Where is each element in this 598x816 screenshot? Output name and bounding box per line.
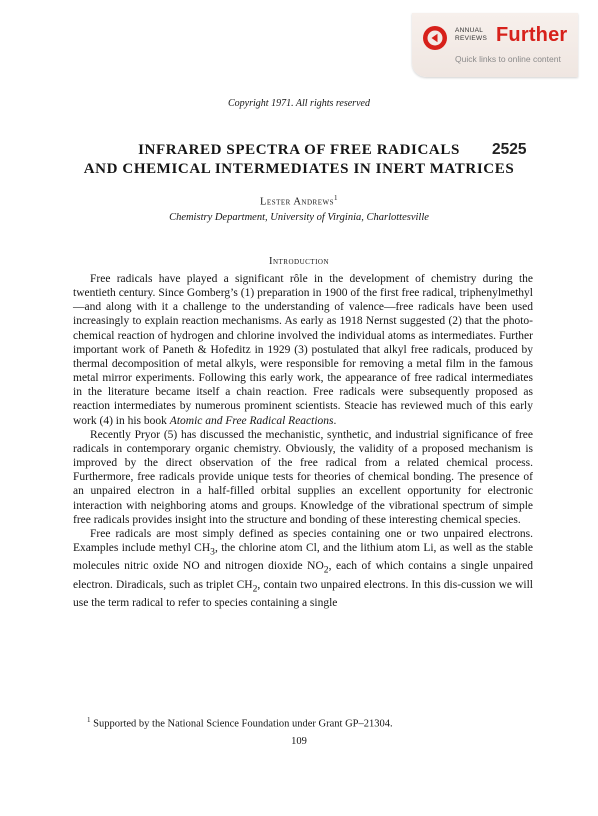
paragraph-1-text: Free radicals have played a significant rôle in the development of chemistry during the twentieth century. Since Gomberg’s (1) preparation in 1900 of the first free radical, triphenylmethyl—and along with it a challenge to the understanding of valence—free radicals have been used increasingly to explain reaction mechanisms. As early as 1918 Nernst suggested (2) that the photo-chemical reaction of hydrogen and chlorine involved the individual atoms as intermediates. Further important work of Paneth & Hofeditz in 1929 (3) postulated that alkyl free radicals, produced by thermal decomposition of metal alkyls, were responsible for removing a metal film in the famous metal mirror experiments. Following this early work, the appearance of free radical intermediates in the literature became itself a chain reaction. Free radicals were subsequently proposed as reaction intermediates by numerous prominent scientists. Steacie has reviewed much of this early work (4) in his book — [73, 273, 533, 427]
ch2-subscript: 2 — [252, 583, 258, 595]
section-heading-introduction: Introduction — [268, 256, 330, 267]
footnote-text: Supported by the National Science Foundation under Grant GP–21304. — [90, 718, 393, 730]
paragraph-3 — [73, 527, 533, 611]
badge-reviews-text: REVIEWS — [455, 35, 488, 42]
no2-subscript: 2 — [323, 564, 329, 576]
ch3-subscript: 3 — [210, 546, 215, 558]
annual-reviews-logo-icon — [422, 25, 448, 51]
author-affiliation: Chemistry Department, University of Virginia, Charlottesville — [169, 212, 429, 223]
paragraph-3-part-c: , each of which contains a single unpaired electron. Diradicals, such as triplet CH — [73, 560, 533, 591]
author-name — [0, 194, 598, 208]
article-title-line-2: AND CHEMICAL INTERMEDIATES IN INERT MATRICES — [83, 161, 515, 177]
author-name-text: Lester Andrews — [260, 196, 334, 208]
annual-reviews-further-badge[interactable] — [412, 13, 578, 77]
paragraph-1: Free radicals have played a significant rôle in the development of chemistry during the twentieth century. Since Gomberg’s (1) preparation in 1900 of the first free radical, triphenylmethyl—and along with it a challenge to the understanding of valence—free radicals have been used increasingly to explain reaction mechanisms. As early as 1918 Nernst suggested (2) that the photo-chemical reaction of hydrogen and chlorine involved the individual atoms as intermediates. Further important work of Paneth & Hofeditz in 1929 (3) postulated that alkyl free radicals, produced by thermal decomposition of metal alkyls, were responsible for removing a metal film in the famous metal mirror experiments. Following this early work, the appearance of free radical intermediates in the literature became itself a chain reaction. Free radicals were subsequently proposed as reaction intermediates by numerous prominent scientists. Steacie has reviewed much of this early work (4) in his book Atomic and Free Radical Reactions. — [73, 273, 533, 427]
footnote — [87, 716, 393, 730]
paragraph-2: Recently Pryor (5) has discussed the mechanistic, synthetic, and industrial significance of free radicals in contemporary organic chemistry. Obviously, the validity of a proposed mechanism is improved by the direct observation of the free radical from a related chemical process. Furthermore, free radicals provide unique tests for theories of chemical bonding. The presence of an unpaired electron in a half-filled orbital supplies an excellent opportunity for electronic interaction with neighboring atoms and groups. Knowledge of the vibrational spectrum of simple free radicals provides insight into the structure and bonding of these interesting chemical species. — [73, 428, 533, 526]
badge-annual-text: ANNUAL — [455, 27, 484, 34]
paragraph-3-part-a: Free radicals are most simply defined as species containing one or two unpaired electrons. Examples include methyl CH — [73, 527, 533, 554]
copyright-notice: Copyright 1971. All rights reserved — [228, 98, 370, 109]
article-page-id: 2525 — [492, 141, 527, 158]
badge-further-text: Further — [496, 24, 568, 46]
author-footnote-mark: 1 — [334, 194, 338, 202]
paragraph-3-part-d: , contain two unpaired electrons. In this dis-cussion we will use the term radical to refer to species containing a single — [73, 578, 533, 610]
badge-quick-links-link[interactable]: Quick links to online content — [455, 54, 561, 64]
paragraph-3-part-b: , the chlorine atom Cl, and the lithium atom Li, as well as the stable molecules nitric oxide NO and nitrogen dioxide NO — [73, 541, 533, 573]
book-title: Atomic and Free Radical Reactions — [169, 414, 334, 427]
page-number: 109 — [291, 736, 307, 747]
footnote-mark: 1 — [87, 716, 91, 724]
article-title-line-1: INFRARED SPECTRA OF FREE RADICALS — [138, 142, 460, 158]
article-body — [73, 272, 533, 610]
